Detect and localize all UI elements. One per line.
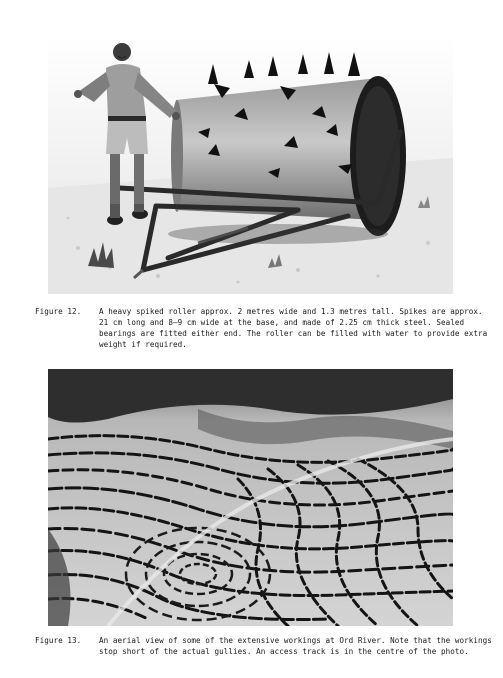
figure-13-caption-text: An aerial view of some of the extensive workings at Ord River. Note that the workings stop short of the actual gullies. An access track is in the centre of the photo. <box>99 636 492 656</box>
figure-12-label: Figure 12. <box>35 307 82 316</box>
figure-13-label: Figure 13. <box>35 636 82 645</box>
figure-13-photo <box>48 369 453 626</box>
figure-12-caption-text: A heavy spiked roller approx. 2 metres wide and 1.3 metres tall. Spikes are approx. 21 cm long and 8–9 cm wide at the base, and made of 2.25 cm thick steel. Sealed bearings are fitted either end. The roller can be filled with water to provide extra weight if required. <box>99 307 488 349</box>
figure-12-photo <box>48 38 453 294</box>
